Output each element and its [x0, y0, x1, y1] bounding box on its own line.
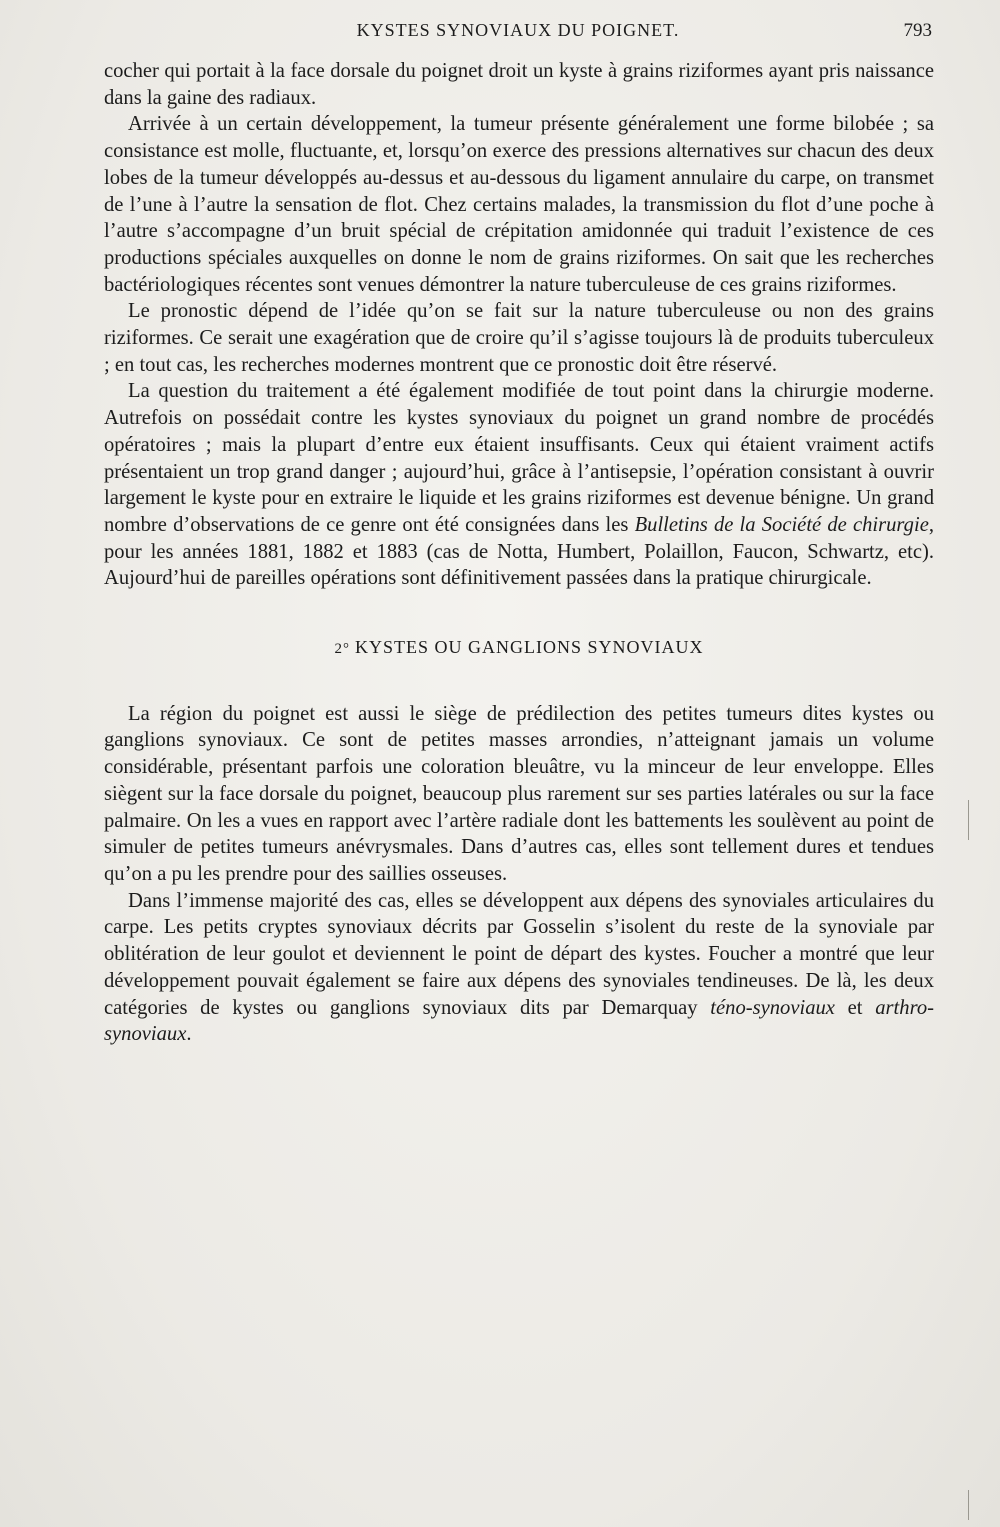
paragraph-continuation: cocher qui portait à la face dorsale du poignet droit un kyste à grains riziformes ayant pris naissance dans la gaine des radiaux.: [104, 60, 934, 109]
body-text: [104, 58, 934, 1048]
section-title: KYSTES OU GANGLIONS SYNOVIAUX: [355, 637, 704, 658]
section-number: 2°: [334, 641, 350, 658]
page-header: [104, 20, 932, 50]
paragraph-ganglions-description: La région du poignet est aussi le siège de prédilection des petites tumeurs dites kystes ou ganglions synoviaux. Ce sont de petites masses arrondies, n’atteignant jamais un volume considérable, présentant parfois une coloration bleuâtre, vu la minceur de leur enveloppe. Elles siègent sur la face dorsale du poignet, beaucoup plus rarement sur ses parties latérales ou sur la face palmaire. On les a vues en rapport avec l’artère radiale dont les battements les soulèvent au point de simuler de petites tumeurs anévrysmales. Dans d’autres cas, elles sont tellement dures et tendues qu’on a pu les prendre pour des saillies osseuses.: [104, 702, 934, 885]
bulletins-title: Bulletins de la Société de chirurgie: [634, 513, 929, 536]
term-arthro-synoviaux: arthro-synoviaux: [104, 996, 934, 1046]
paragraph-ganglions-origin: [104, 888, 934, 1048]
paragraph-tumor-description: Arrivée à un certain développement, la tumeur présente généralement une forme bilobée ; sa consistance est molle, fluctuante, et, lorsqu’on exerce des pressions alternatives sur chacun des deux lobes de la tumeur développés au-dessus et au-dessous du ligament annulaire du carpe, on transmet de l’une à l’autre la sensation de flot. Chez certains malades, la transmission du flot d’une poche à l’autre s’accompagne d’un bruit spécial de crépitation amidonnée qui traduit l’existence de ces productions spéciales auxquelles on donne le nom de grains riziformes. On sait que les recherches bactériologiques récentes sont venues démontrer la nature tuberculeuse de ces grains riziformes.: [104, 113, 934, 296]
running-title: KYSTES SYNOVIAUX DU POIGNET.: [356, 20, 680, 40]
paragraph-prognosis: Le pronostic dépend de l’idée qu’on se fait sur la nature tuberculeuse ou non des grains riziformes. Ce serait une exagération que de croire qu’il s’agisse toujours là de produits tuberculeux ; en tout cas, les recherches modernes montrent que ce pronostic doit être réservé.: [104, 300, 934, 376]
conjunction: et: [834, 996, 876, 1019]
margin-mark: [968, 800, 969, 840]
term-teno-synoviaux: téno-synoviaux: [710, 996, 835, 1019]
origin-text: Dans l’immense majorité des cas, elles se développent aux dépens des synoviales articulaires du carpe. Les petits cryptes synoviaux décrits par Gosselin s’isolent du reste de la synoviale par oblitération de leur goulot et deviennent le point de départ des kystes. Foucher a montré que leur développement pouvait également se faire aux dépens des synoviales tendineuses. De là, les deux catégories de kystes ou ganglions synoviaux dits par Demarquay: [104, 889, 934, 1019]
paragraph-treatment: [104, 378, 934, 592]
treatment-text-start: La question du traitement a été également modifiée de tout point dans la chirurgie moderne. Autrefois on possédait contre les kystes synoviaux du poignet un grand nombre de procédés opératoires ; mais la plupart d’entre eux étaient insuffisants. Ceux qui étaient vraiment actifs présentaient un trop grand danger ; aujourd’hui, grâce à l’antisepsie, l’opération consistant à ouvrir largement le kyste pour en extraire le liquide et les grains riziformes est devenue bénigne. Un grand nombre d’observations de ce genre ont été consignées dans les: [104, 380, 934, 536]
margin-mark: [968, 1490, 969, 1520]
page-number: 793: [903, 20, 932, 41]
final-period: .: [186, 1023, 192, 1046]
treatment-text-end: , pour les années 1881, 1882 et 1883 (cas de Notta, Humbert, Polaillon, Faucon, Schwartz, etc). Aujourd’hui de pareilles opérations sont définitivement passées dans la pratique chirurgicale.: [104, 513, 934, 590]
section-heading: [104, 634, 934, 663]
